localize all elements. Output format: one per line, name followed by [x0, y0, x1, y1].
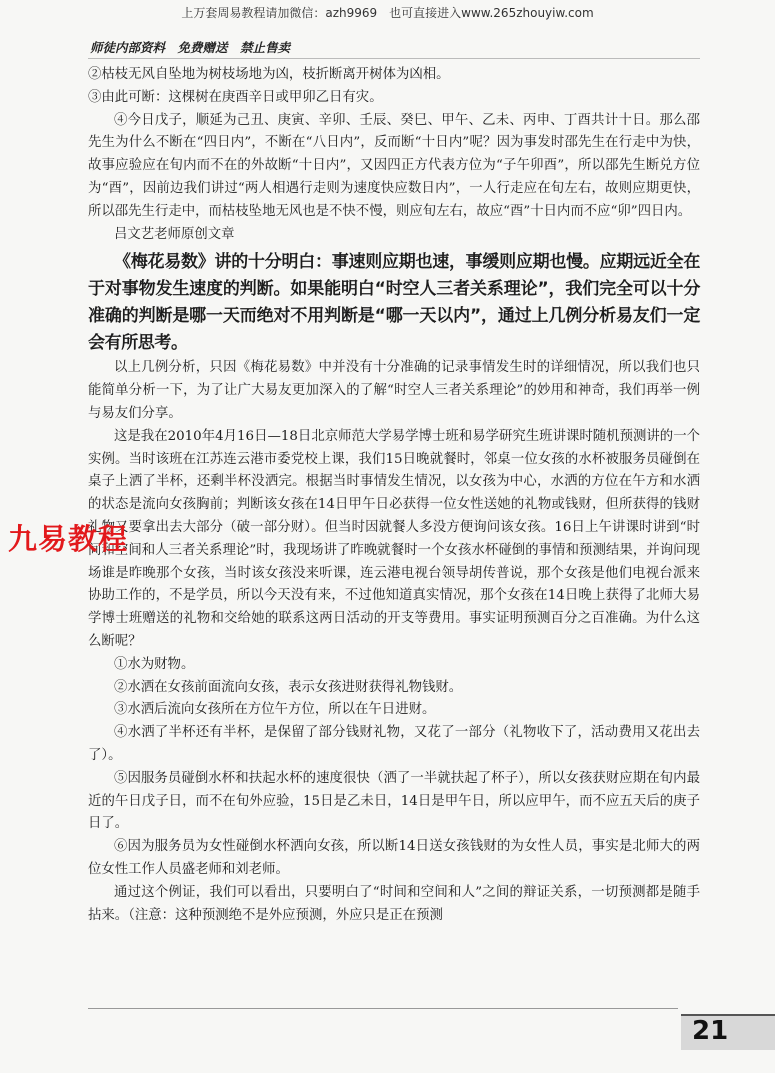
watermark: 九易教程: [8, 522, 129, 556]
highlight-paragraph: 《梅花易数》讲的十分明白：事速则应期也速，事缓则应期也慢。应期远近全在于对事物发生速度的判断。如果能明白“时空人三者关系理论”，我们完全可以十分准确的判断是哪一天而绝对不用判断是“哪一天以内”，通过上几例分析易友们一定会有所思考。: [88, 252, 700, 354]
paragraph: 这是我在2010年4月16日—18日北京师范大学易学博士班和易学研究生班讲课时随机预测讲的一个实例。当时该班在江苏连云港市委党校上课，我们15日晚就餐时，邻桌一位女孩的水杯被服务员碰倒在桌子上洒了半杯，还剩半杯没洒完。根据当时事情发生情况，以女孩为中心，水洒的方位在午方和水洒的状态是流向女孩胸前；判断该女孩在14日甲午日必获得一位女性送她的礼物或钱财，但所获得的钱财礼物又要拿出去大部分（破一部分财）。但当时因就餐人多没方便询问该女孩。16日上午讲课时讲到“时间和空间和人三者关系理论”时，我现场讲了昨晚就餐时一个女孩水杯碰倒的事情和预测结果，并询问现场谁是昨晚那个女孩，当时该女孩没来听课，连云港电视台领导胡传普说，那个女孩是他们电视台派来协助工作的，不是学员，所以今天没有来，不过他知道真实情况，那个女孩在14日晚上获得了北师大易学博士班赠送的礼物和交给她的联系这两日活动的开支等费用。事实证明预测百分之百准确。为什么这么断呢？: [88, 428, 700, 649]
list-item: ⑤因服务员碰倒水杯和扶起水杯的速度很快（洒了一半就扶起了杯子），所以女孩获财应期在旬内最近的午日戊子日，而不在旬外应验，15日是乙未日，14日是甲午日，所以应甲午，而不应五天后的庚子日了。: [88, 770, 700, 832]
list-item: ④水洒了半杯还有半杯，是保留了部分钱财礼物，又花了一部分（礼物收下了，活动费用又花出去了）。: [88, 725, 700, 763]
paragraph: 以上几例分析，只因《梅花易数》中并没有十分准确的记录事情发生时的详细情况，所以我们也只能简单分析一下，为了让广大易友更加深入的了解“时空人三者关系理论”的妙用和神奇，我们再举一例与易友们分享。: [88, 360, 700, 421]
paragraph: 通过这个例证，我们可以看出，只要明白了“时间和空间和人”之间的辩证关系，一切预测都是随手拈来。（注意：这种预测绝不是外应预测，外应只是正在预测: [88, 884, 700, 923]
promo-banner: 上万套周易教程请加微信：azh9969 也可直接进入www.265zhouyiw.com: [181, 6, 594, 20]
paragraph: ②枯枝无风自坠地为树枝场地为凶，枝折断离开树体为凶相。: [88, 67, 450, 82]
header-tag: 师徒内部资料 免费赠送 禁止售卖: [90, 40, 291, 55]
author-credit: 吕文艺老师原创文章: [114, 226, 235, 242]
header-divider: [88, 58, 700, 59]
list-item: ①水为财物。: [114, 656, 195, 672]
footer-divider: [88, 1008, 678, 1009]
paragraph: ④今日戊子，顺延为己丑、庚寅、辛卯、壬辰、癸巳、甲午、乙未、丙申、丁酉共计十日。那么邵先生为什么不断在“四日内”，不断在“八日内”，反而断“十日内”呢？因为事发时邵先生在行走中为快，故事应验应在旬内而不在的外故断“十日内”，又因四正方代表方位为“子午卯酉”，所以邵先生断兑方位为“酉”，因前边我们讲过“两人相遇行走则为速度快应数日内”，一人行走应在旬左右，故则应期更快，所以邵先生行走中，而枯枝坠地无风也是不快不慢，则应旬左右，故应“酉”十日内而不应“卯”四日内。: [88, 112, 700, 219]
paragraph: ③由此可断：这棵树在庚酉辛日或甲卯乙日有灾。: [88, 89, 383, 105]
list-item: ⑥因为服务员为女性碰倒水杯洒向女孩，所以断14日送女孩钱财的为女性人员，事实是北师大的两位女性工作人员盛老师和刘老师。: [88, 839, 700, 877]
list-item: ②水洒在女孩前面流向女孩，表示女孩进财获得礼物钱财。: [114, 679, 463, 695]
page-number: 21: [692, 1016, 729, 1046]
article-body: [88, 64, 700, 927]
list-item: ③水洒后流向女孩所在方位午方位，所以在午日进财。: [114, 702, 436, 718]
